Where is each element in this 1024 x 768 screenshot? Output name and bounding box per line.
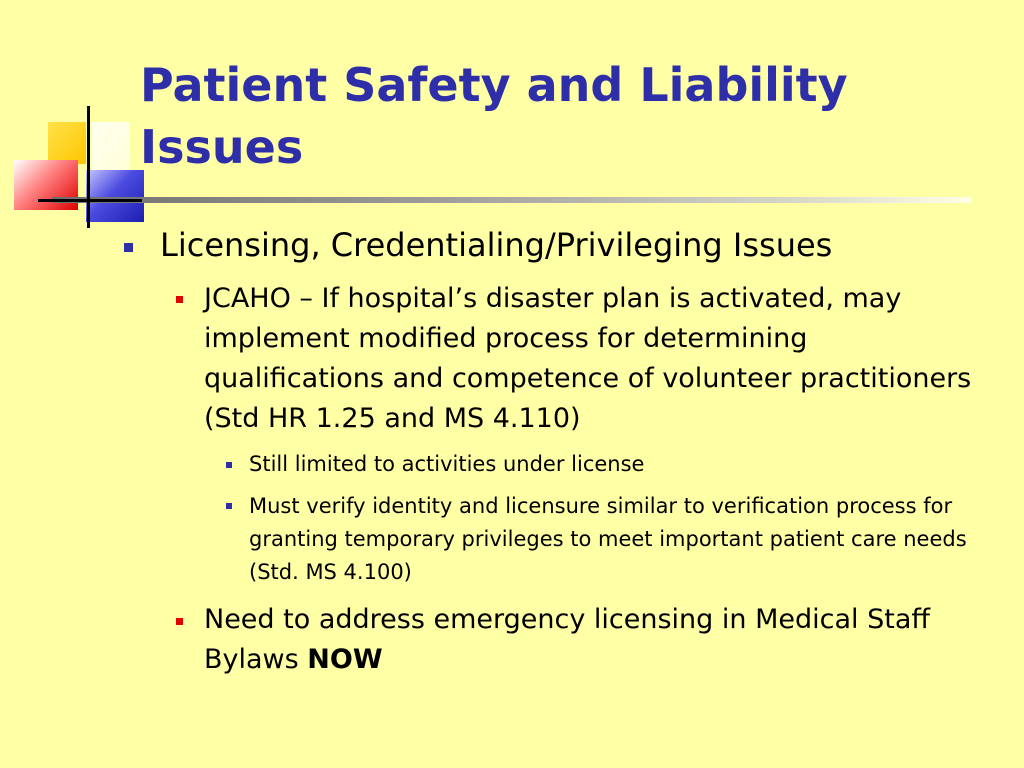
bullet-level3-limited-text: Still limited to activities under license [249, 452, 645, 476]
bullet-level3-square-icon [226, 503, 232, 509]
bullet-level1-text: Licensing, Credentialing/Privileging Issues [160, 226, 833, 264]
bullet-level2-square-icon [176, 618, 183, 625]
bylaws-text: Need to address emergency licensing in Medical Staff Bylaws [204, 604, 930, 675]
bullet-level2-jcaho-text: JCAHO – If hospital’s disaster plan is activated, may implement modified process for determining qualifications and competence of volunteer practitioners (Std HR 1.25 and MS 4.110) [204, 283, 972, 434]
emphasis-now: NOW [307, 644, 383, 675]
bullet-level2-square-icon [176, 296, 183, 303]
slide-title: Patient Safety and Liability Issues [140, 58, 848, 174]
bullet-level3-verify-text: Must verify identity and licensure similar to verification process for granting temporary privileges to meet important patient care needs (Std. MS 4.100) [249, 494, 967, 584]
bullet-level3-square-icon [226, 462, 232, 468]
bullet-level1-square-icon [124, 243, 133, 252]
bullet-level2-bylaws-text [204, 600, 964, 680]
